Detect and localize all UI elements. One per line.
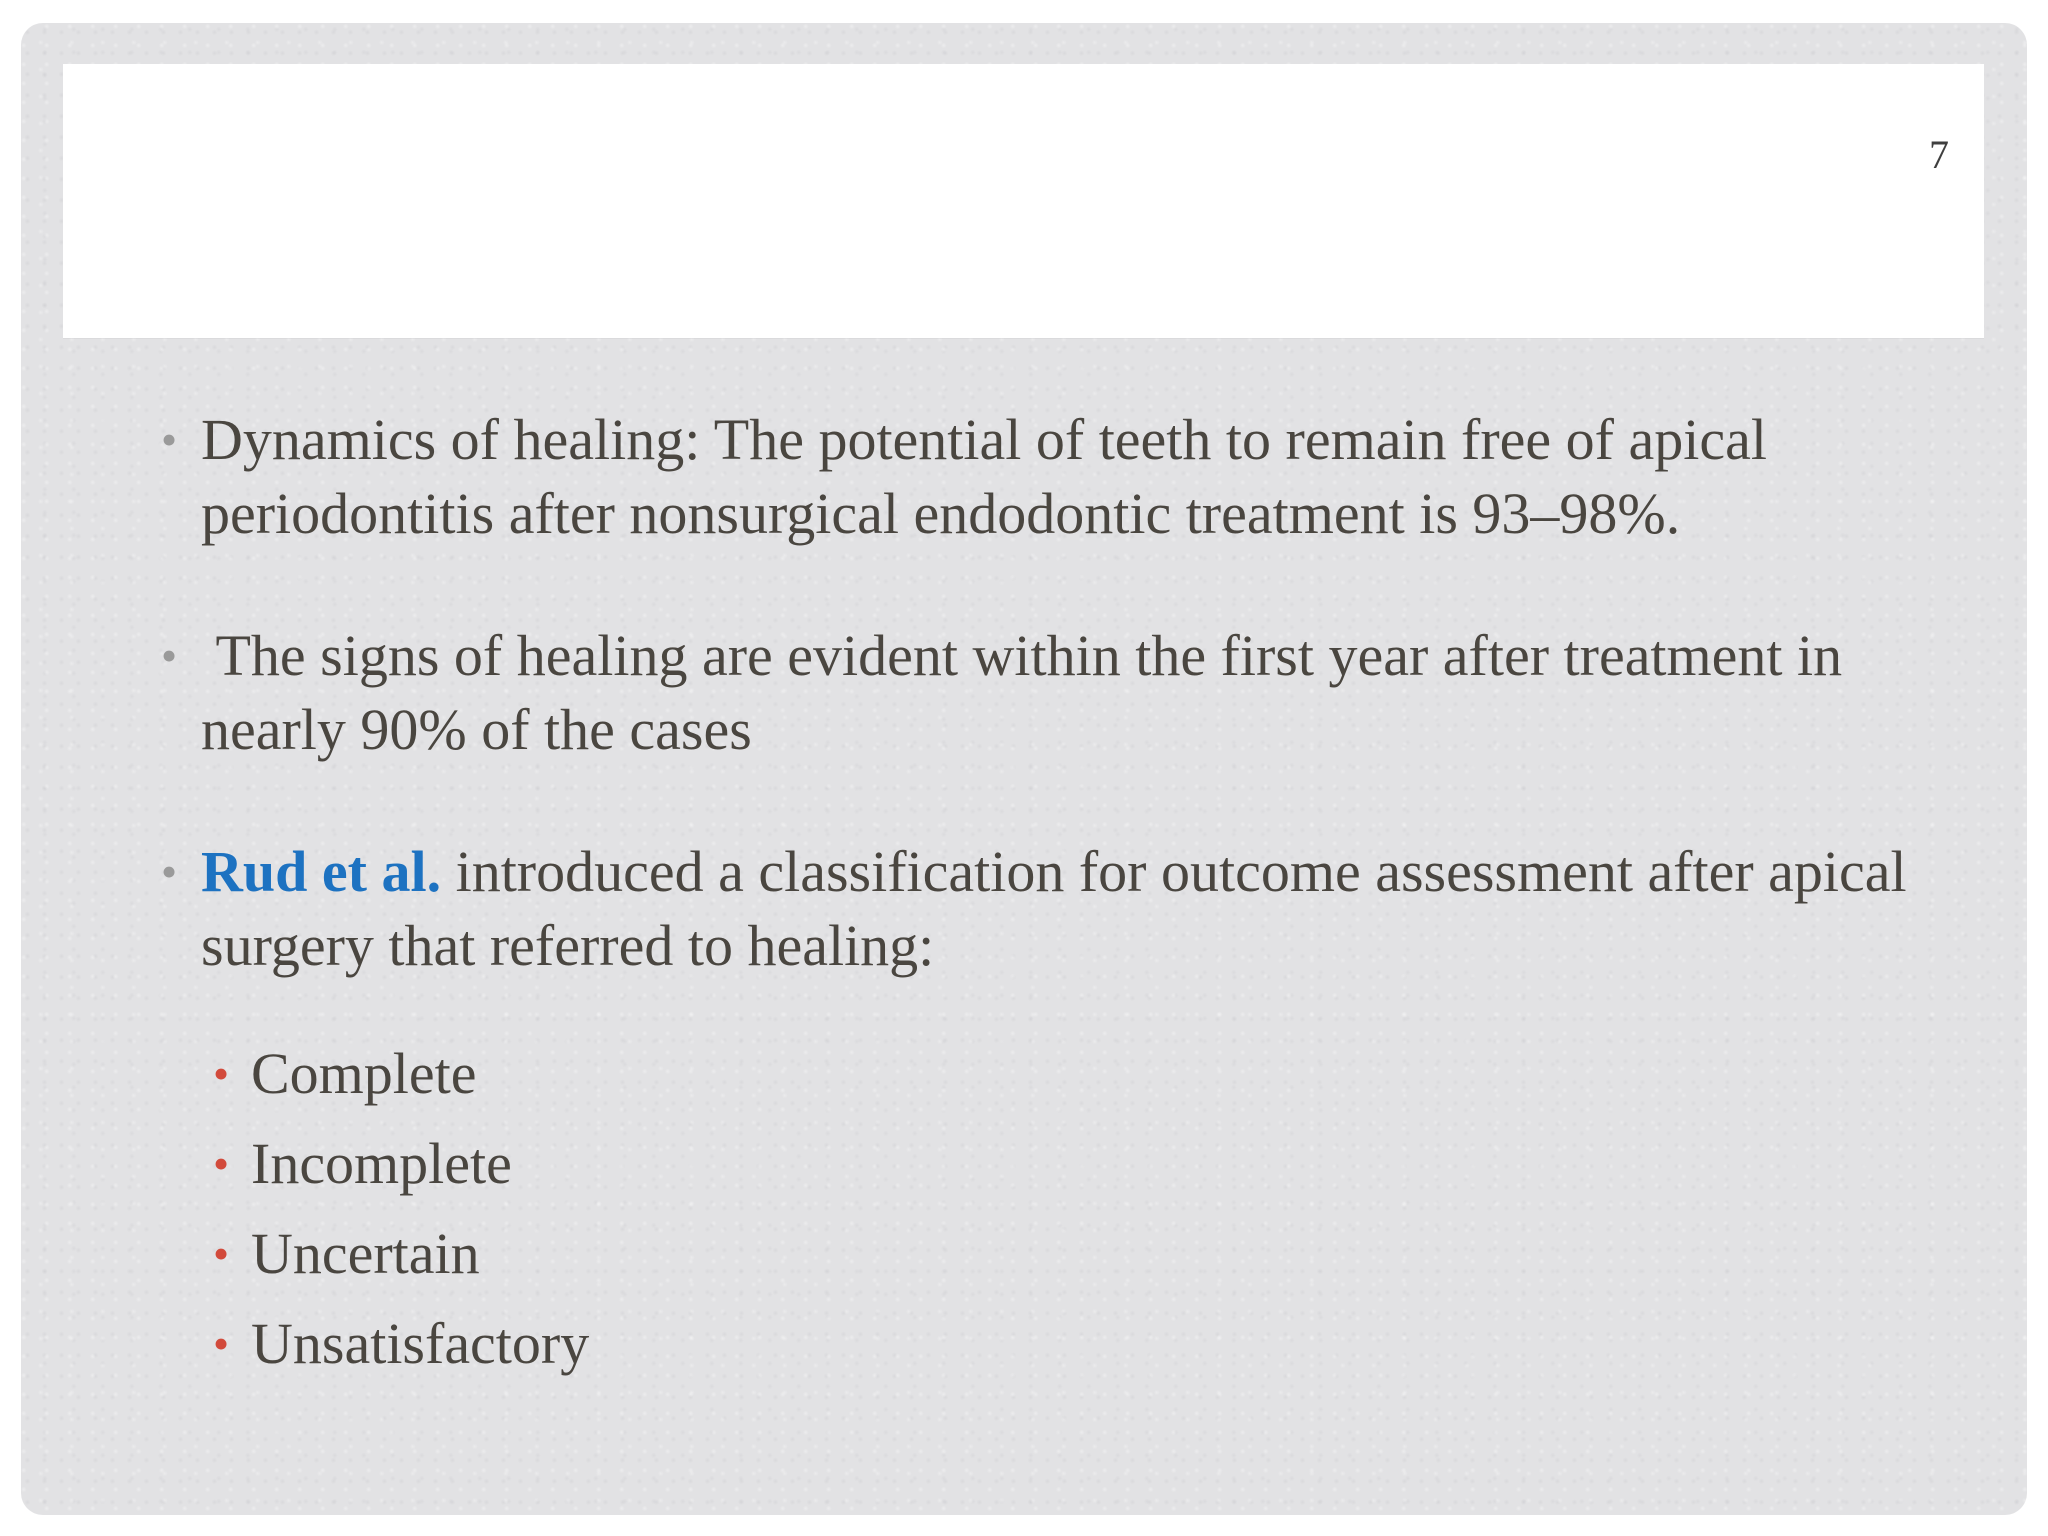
- sub-bullet-text: Complete: [251, 1041, 477, 1106]
- bullet-text: Dynamics of healing: The potential of teeth to remain free of apical periodontitis after nonsurgical endodontic treatment is 93–98%.: [201, 407, 1767, 546]
- sub-bullet-dot-icon: •: [213, 1228, 230, 1279]
- sub-bullet-text: Incomplete: [251, 1131, 512, 1196]
- title-inner-panel: [83, 82, 1960, 316]
- sub-bullet-dot-icon: •: [213, 1048, 230, 1099]
- sub-bullet-item: [139, 1209, 1959, 1299]
- bullet-item: [139, 835, 1959, 983]
- sub-bullet-item: [139, 1299, 1959, 1389]
- title-placeholder: [63, 64, 1984, 338]
- bullet-dot-icon: •: [161, 630, 178, 681]
- bullet-dot-icon: •: [161, 414, 178, 465]
- sub-bullet-item: [139, 1029, 1959, 1119]
- bullet-item: [139, 403, 1959, 551]
- sub-bullet-dot-icon: •: [213, 1318, 230, 1369]
- bullet-item: [139, 619, 1959, 767]
- sub-bullet-item: [139, 1119, 1959, 1209]
- author-highlight: Rud et al.: [201, 839, 442, 904]
- bullet-text: introduced a classification for outcome assessment after apical surgery that referred to healing:: [201, 839, 1922, 978]
- healing-classification-list: [139, 1029, 1959, 1389]
- slide: [21, 23, 2027, 1515]
- bullet-dot-icon: •: [161, 846, 178, 897]
- slide-number: 7: [1929, 132, 1949, 177]
- sub-bullet-dot-icon: •: [213, 1138, 230, 1189]
- slide-content: [139, 403, 1959, 1389]
- bullet-text: The signs of healing are evident within the first year after treatment in nearly 90% of the cases: [201, 623, 1857, 762]
- sub-bullet-text: Unsatisfactory: [251, 1311, 590, 1376]
- sub-bullet-text: Uncertain: [251, 1221, 480, 1286]
